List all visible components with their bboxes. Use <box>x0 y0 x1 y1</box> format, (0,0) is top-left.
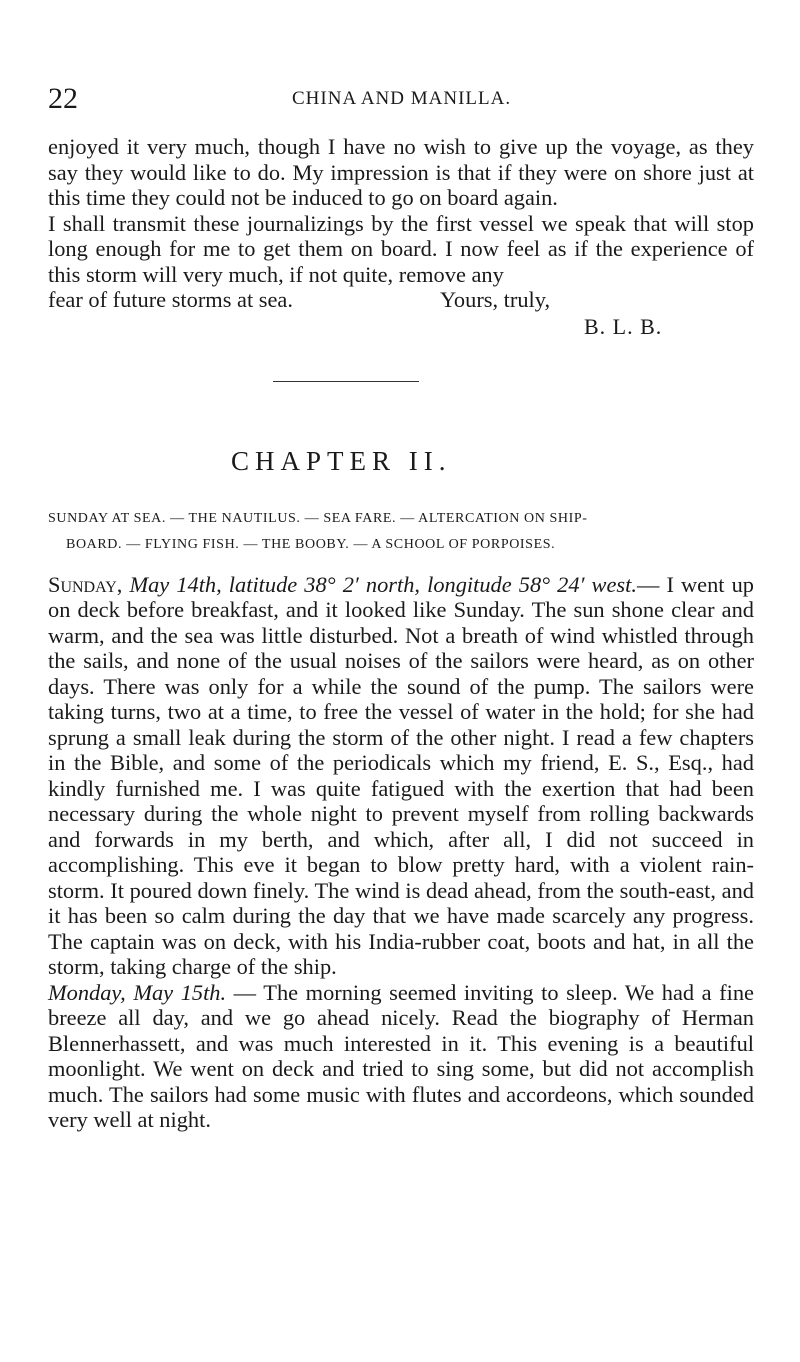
journal-entry <box>48 572 754 980</box>
book-page <box>48 82 754 1133</box>
chapter-synopsis <box>48 506 754 558</box>
journal-entries <box>48 572 754 1133</box>
closing-salutation: Yours, truly, <box>440 287 551 312</box>
author-initials: B. L. B. <box>584 313 663 339</box>
entry-day: Sunday, <box>48 571 123 597</box>
entry-text: The morning seemed inviting to sleep. We had a fine breeze all day, and we go ahead nicely. Read the biography of Herman Blennerhassett, and was much interested in it. This evening is a beautiful moonlight. We went on deck and tried to sing some, but did not accomplish much. The sailors had some music with flutes and accordeons, which sounded very well at night. <box>48 979 754 1132</box>
entry-dateline: Monday, May 15th. <box>48 979 227 1005</box>
entry-dash: — <box>226 979 264 1005</box>
signoff-text: fear of future storms at sea. <box>48 287 293 312</box>
running-head <box>48 82 754 122</box>
opening-paragraph: enjoyed it very much, though I have no wish to give up the voyage, as they say they would like to do. My impression is that if they were on shore just at this time they could not be induced to go on board again. <box>48 134 754 210</box>
entry-dateline: May 14th, latitude 38° 2′ north, longitude 58° 24′ west. <box>129 571 637 597</box>
section-divider <box>273 381 419 382</box>
entry-dash: — <box>636 571 667 597</box>
journal-entry <box>48 980 754 1133</box>
running-title: CHINA AND MANILLA. <box>292 88 512 109</box>
page-number: 22 <box>48 82 78 115</box>
signoff-line <box>48 287 754 313</box>
synopsis-line: BOARD. — FLYING FISH. — THE BOOBY. — A SCHOOL OF PORPOISES. <box>66 536 556 552</box>
synopsis-line: SUNDAY AT SEA. — THE NAUTILUS. — SEA FARE. — ALTERCATION ON SHIP- <box>48 510 588 526</box>
second-paragraph: I shall transmit these journalizings by the first vessel we speak that will stop long enough for me to get them on board. I now feel as if the experience of this storm will very much, if not quite, remove any <box>48 210 754 287</box>
entry-text: I went up on deck before breakfast, and it looked like Sunday. The sun shone clear and warm, and the sea was little disturbed. Not a breath of wind whistled through the sails, and none of the usual noises of the sailors were heard, as on other days. There was only for a while the sound of the pump. The sailors were taking turns, two at a time, to free the vessel of water in the hold; for she had sprung a small leak during the storm of the other night. I read a few chapters in the Bible, and some of the periodicals which my friend, E. S., Esq., had kindly furnished me. I was quite fatigued with the exertion that had been necessary during the whole night to prevent myself from rolling backwards and forwards in my berth, and which, after all, I did not succeed in accomplishing. This eve it began to blow pretty hard, with a violent rain-storm. It poured down finely. The wind is dead ahead, from the south-east, and it has been so calm during the day that we have made scarcely any progress. The captain was on deck, with his India-rubber coat, boots and hat, in all the storm, taking charge of the ship. <box>48 571 754 979</box>
chapter-heading: CHAPTER II. <box>231 445 452 476</box>
